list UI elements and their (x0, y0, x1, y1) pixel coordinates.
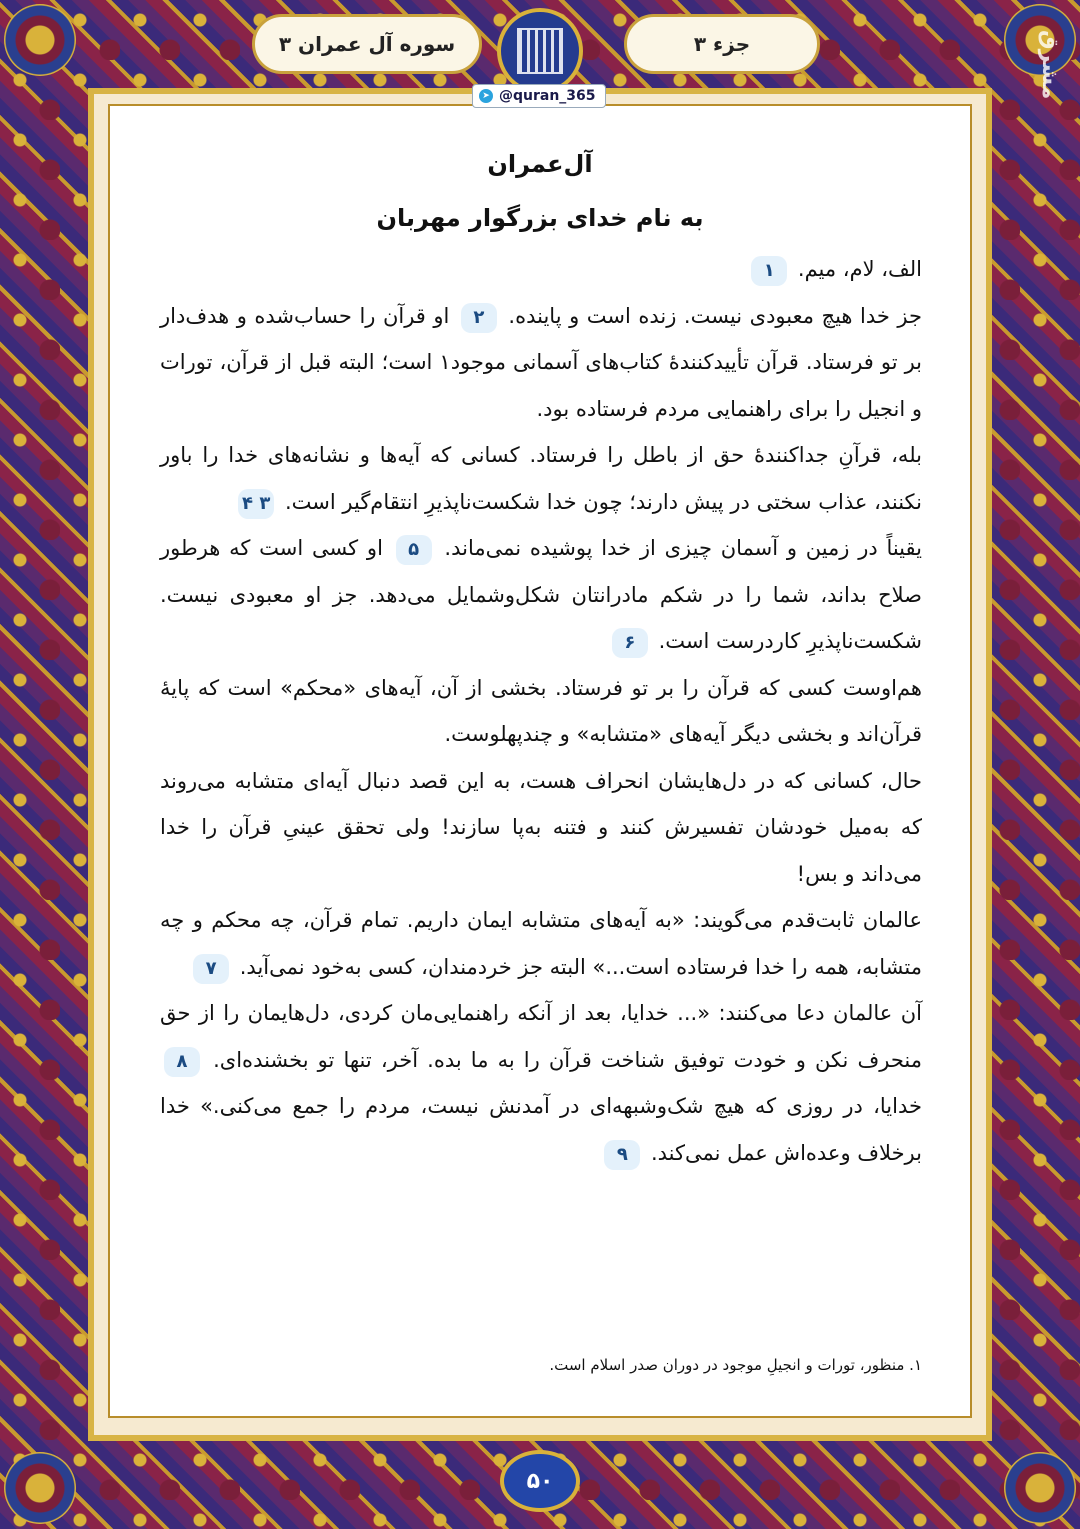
emblem-icon (497, 8, 583, 94)
verse-number: ۸ (164, 1047, 200, 1077)
verse-paragraph (160, 897, 922, 990)
verse-text: خدایا، در روزی که هیچ شک‌وشبهه‌ای در آمدنش نیست، مردم را جمع می‌کنی.» خدا برخلاف وعده‌اش عمل نمی‌کند. (160, 1094, 922, 1165)
surah-label: سوره آل عمران ۳ (252, 14, 482, 74)
verse-text: یقیناً در زمین و آسمان چیزی از خدا پوشیده نمی‌ماند. (435, 536, 922, 560)
verse-text: او کسی است که هرطور صلاح بداند، شما را در شکم مادرانتان شکل‌وشمایل می‌دهد. جز او معبودی نیست. شکست‌ناپذیرِ کاردرست است. (160, 536, 922, 653)
telegram-icon: ➤ (479, 89, 493, 103)
verse-text: هم‌اوست کسی که قرآن را بر تو فرستاد. بخشی از آن، آیه‌های «محکم» است که پایهٔ قرآن‌اند و بخشی دیگر آیه‌های «متشابه» و چندپهلوست. (160, 675, 922, 746)
verse-number: ۱ (751, 256, 787, 286)
verse-paragraph (160, 293, 922, 433)
verse-text: آن عالمان دعا می‌کنند: «... خدایا، بعد از آنکه راهنمایی‌مان کردی، دل‌هایمان را از حق منحرف نکن و خودت توفیق شناخت قرآن را به ما بده. آخر، تنها تو بخشنده‌ای. (160, 1001, 922, 1072)
verse-paragraph (160, 246, 922, 293)
verse-paragraph (160, 525, 922, 665)
verse-paragraph (160, 758, 922, 898)
bismillah: به نام خدای بزرگوار مهربان (376, 204, 704, 232)
footnote: ۱. منظور، تورات و انجیلِ موجود در دوران صدر اسلام است. (549, 1356, 922, 1374)
verse-number: ۶ (612, 628, 648, 658)
verse-text: الف، لام، میم. (791, 257, 922, 281)
verse-paragraph (160, 665, 922, 758)
page-title: آل‌عمران (487, 150, 593, 178)
verse-number: ۵ (396, 535, 432, 565)
verse-text: او قرآن را حساب‌شده و هدف‌دار بر تو فرستاد. قرآن تأییدکنندهٔ کتاب‌های آسمانی موجود۱ است؛ البته قبل از قرآن، تورات و انجیل را برای راهنمایی مردم فرستاده بود. (160, 303, 923, 421)
verse-text: جز خدا هیچ معبودی نیست. زنده است و پاینده. (500, 303, 922, 328)
verse-text: عالمان ثابت‌قدم می‌گویند: «به آیه‌های متشابه ایمان داریم. تمام قرآن، چه محکم و چه متشابه، همه را خدا فرستاده است...» البته جز خردمندان، کسی به‌خود نمی‌آید. (160, 908, 922, 979)
verse-number: ۹ (604, 1140, 640, 1170)
verse-text: بله، قرآنِ جداکنندهٔ حق از باطل را فرستاد. کسانی که آیه‌ها و نشانه‌های خدا را باور نکنند، عذاب سختی در پیش دارند؛ چون خدا شکست‌ناپذیرِ انتقام‌گیر است. (160, 443, 922, 514)
juz-label: جزء ۳ (624, 14, 820, 74)
corner-ornament (4, 1452, 76, 1524)
channel-handle[interactable] (472, 84, 606, 108)
corner-ornament (4, 4, 76, 76)
page-number: ۵۰ (500, 1450, 580, 1512)
verse-paragraph (160, 990, 922, 1176)
verse-body (160, 246, 922, 1176)
verse-number: ۷ (193, 954, 229, 984)
corner-ornament (1004, 1452, 1076, 1524)
verse-paragraph (160, 432, 922, 525)
site-watermark: مشرق (1037, 30, 1062, 100)
verse-number: ۲ (461, 303, 497, 333)
verse-text: حال، کسانی که در دل‌هایشان انحراف هست، به این قصد دنبال آیه‌ای متشابه می‌روند که به‌میل خودشان تفسیرش کنند و فتنه به‌پا سازند! ولی تحقق عینیِ قرآن را خدا می‌داند و بس! (160, 768, 922, 886)
verse-number: ۳ ۴ (238, 489, 274, 519)
handle-text: @quran_365 (499, 88, 596, 104)
